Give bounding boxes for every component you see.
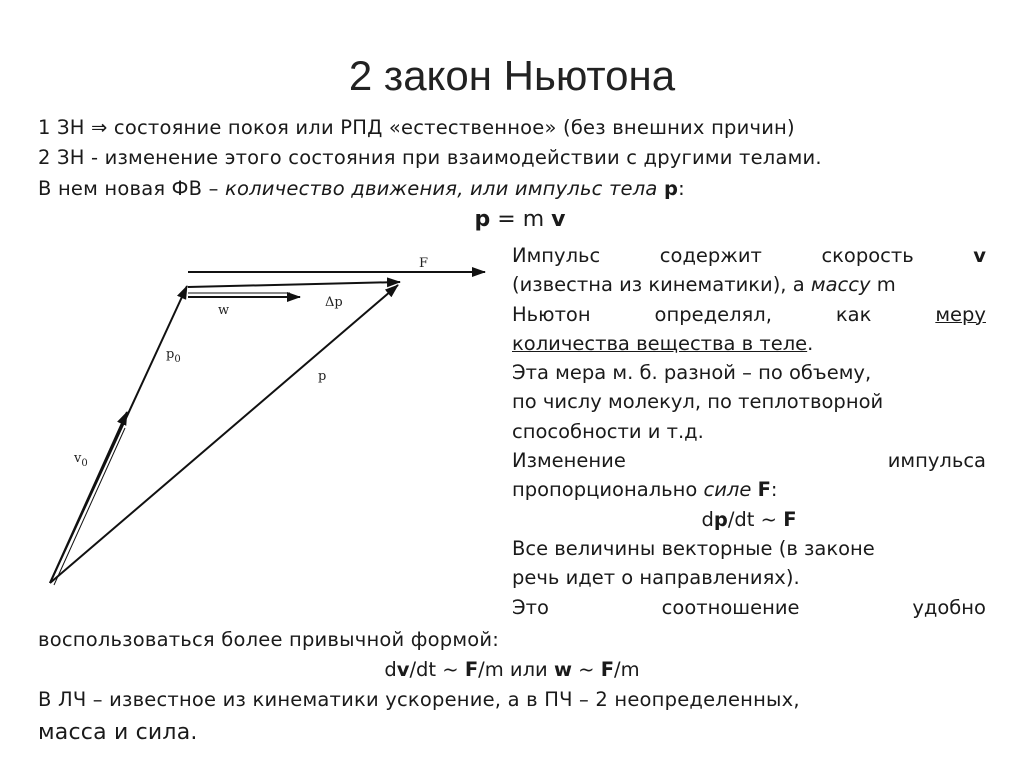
r2-a: (известна из кинематики), а <box>512 273 811 297</box>
r8-a: Изменение <box>512 449 626 473</box>
vector-dp <box>188 282 400 287</box>
r13-c: удобно <box>912 595 986 619</box>
intro-line-1: 1 ЗН ⇒ состояние покоя или РПД «естественное» (без внешних причин) <box>38 116 795 139</box>
r13-a: Это <box>512 595 549 619</box>
bf-F2: F <box>600 658 615 681</box>
r10-b: p <box>713 507 728 531</box>
right-line-5: Эта мера м. б. разной – по объему, <box>512 361 872 385</box>
r3-c: как <box>835 302 872 326</box>
label-v0-main: v <box>74 451 82 466</box>
bottom-line-3: масса и сила. <box>38 720 198 745</box>
page-title: 2 закон Ньютона <box>348 52 676 99</box>
acceleration-formula <box>0 658 1024 681</box>
label-dp: Δp <box>325 295 343 310</box>
right-line-1 <box>512 241 986 270</box>
r9-a: пропорционально <box>512 478 704 502</box>
right-line-8 <box>512 446 986 475</box>
right-line-12: речь идет о направлениях). <box>512 566 800 590</box>
label-F: F <box>419 256 429 271</box>
r8-b: импульса <box>887 449 986 473</box>
bf-m1: /m или <box>478 658 554 681</box>
r9-d: F <box>757 478 771 502</box>
formula-p: p <box>474 207 491 232</box>
right-line-4 <box>512 329 986 358</box>
r1-c: скорость <box>821 244 914 267</box>
bottom-line-2: В ЛЧ – известное из кинематики ускорение, а в ПЧ – 2 неопределенных, <box>38 688 800 711</box>
right-line-7: способности и т.д. <box>512 419 704 443</box>
vector-diagram <box>0 240 500 600</box>
vector-v0 <box>50 412 127 583</box>
r10-a: d <box>701 507 714 531</box>
intro-line-3-italic: количество движения, или импульс тела <box>225 177 664 200</box>
bf-v: v <box>396 658 410 681</box>
r10-d: F <box>783 507 797 531</box>
intro-line-3-suffix: : <box>678 177 685 200</box>
label-p0 <box>166 347 181 365</box>
r9-e: : <box>770 478 778 502</box>
right-line-11: Все величины векторные (в законе <box>512 536 875 560</box>
r10-c: /dt ~ <box>727 507 784 531</box>
r4-a: количества вещества в теле <box>512 331 808 355</box>
right-line-13 <box>512 593 986 622</box>
bf-m2: /m <box>614 658 640 681</box>
r2-b: массу <box>810 273 871 297</box>
label-p0-main: p <box>166 347 175 362</box>
r1-b: содержит <box>659 244 762 267</box>
label-v0 <box>73 451 88 469</box>
bf-d: d <box>384 658 397 681</box>
r1-d: v <box>973 244 986 267</box>
r3-a: Ньютон <box>512 302 591 326</box>
bf-tilde: ~ <box>571 658 601 681</box>
intro-line-2: 2 ЗН - изменение этого состояния при взаимодействии с другими телами. <box>38 146 822 169</box>
bottom-line-1: воспользоваться более привычной формой: <box>38 628 500 651</box>
r13-b: соотношение <box>661 595 800 619</box>
r3-b: определял, <box>654 302 772 326</box>
r3-d: меру <box>935 302 986 326</box>
right-line-2 <box>512 270 986 299</box>
bf-w: w <box>553 658 572 681</box>
r2-c: m <box>870 273 896 297</box>
r9-b: силе <box>703 478 752 502</box>
explanation-column <box>512 241 986 622</box>
right-line-6: по числу молекул, по теплотворной <box>512 390 884 414</box>
label-p0-sub: 0 <box>174 354 181 365</box>
right-line-3 <box>512 300 986 329</box>
right-line-10 <box>512 505 986 534</box>
formula-eq: = m <box>490 207 552 232</box>
label-v0-sub: 0 <box>81 458 88 469</box>
vector-p <box>50 285 398 583</box>
intro-line-3 <box>38 177 685 200</box>
vector-v0-double <box>54 428 125 585</box>
r1-a: Импульс <box>512 244 601 267</box>
intro-line-3-bold: p <box>663 177 679 200</box>
r4-b: . <box>807 331 814 355</box>
momentum-formula <box>380 207 660 232</box>
label-p: p <box>318 369 327 384</box>
formula-v: v <box>551 207 566 232</box>
intro-line-3-prefix: В нем новая ФВ – <box>38 177 225 200</box>
right-line-9 <box>512 475 986 504</box>
bf-dt: /dt ~ <box>409 658 465 681</box>
bf-F1: F <box>464 658 479 681</box>
label-w: w <box>218 303 230 318</box>
